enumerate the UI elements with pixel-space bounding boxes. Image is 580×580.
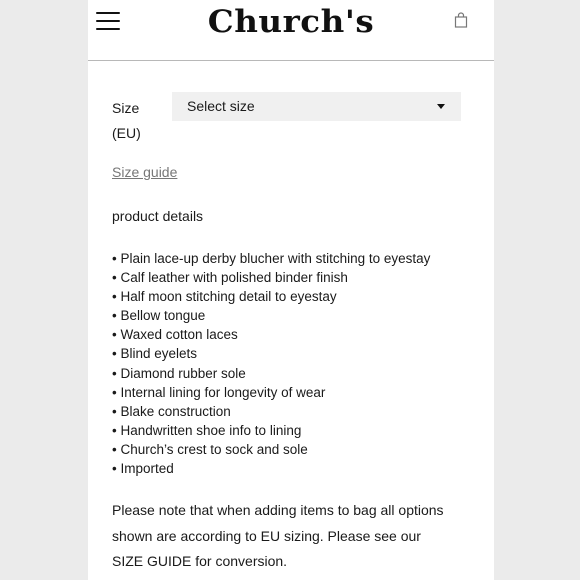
size-select[interactable] bbox=[172, 92, 461, 121]
site-header bbox=[88, 0, 494, 61]
feature-item: • Calf leather with polished binder finish bbox=[112, 270, 348, 286]
product-features-list bbox=[112, 249, 430, 478]
product-page bbox=[88, 0, 494, 580]
size-guide-link[interactable]: Size guide bbox=[112, 164, 178, 180]
feature-item: • Bellow tongue bbox=[112, 308, 206, 324]
feature-item: • Blake construction bbox=[112, 403, 231, 419]
feature-item: • Half moon stitching detail to eyestay bbox=[112, 289, 337, 305]
chevron-down-icon bbox=[437, 104, 445, 109]
feature-item: • Waxed cotton laces bbox=[112, 327, 238, 343]
feature-item: • Handwritten shoe info to lining bbox=[112, 422, 302, 438]
brand-logo[interactable]: Church's bbox=[207, 4, 375, 40]
size-label: Size (EU) bbox=[112, 100, 141, 141]
feature-item: • Imported bbox=[112, 461, 174, 477]
feature-item: • Church’s crest to sock and sole bbox=[112, 441, 308, 457]
feature-item: • Blind eyelets bbox=[112, 346, 198, 362]
shopping-bag-icon[interactable] bbox=[454, 12, 468, 28]
product-details-title: product details bbox=[112, 208, 204, 224]
size-select-value: Select size bbox=[187, 98, 255, 114]
sizing-note: Please note that when adding items to bag all options shown are according to EU sizing. Please see our SIZE GUIDE for conversion. bbox=[112, 502, 444, 569]
feature-item: • Diamond rubber sole bbox=[112, 365, 246, 381]
feature-item: • Plain lace-up derby blucher with stitching to eyestay bbox=[112, 251, 431, 266]
feature-item: • Internal lining for longevity of wear bbox=[112, 384, 326, 400]
